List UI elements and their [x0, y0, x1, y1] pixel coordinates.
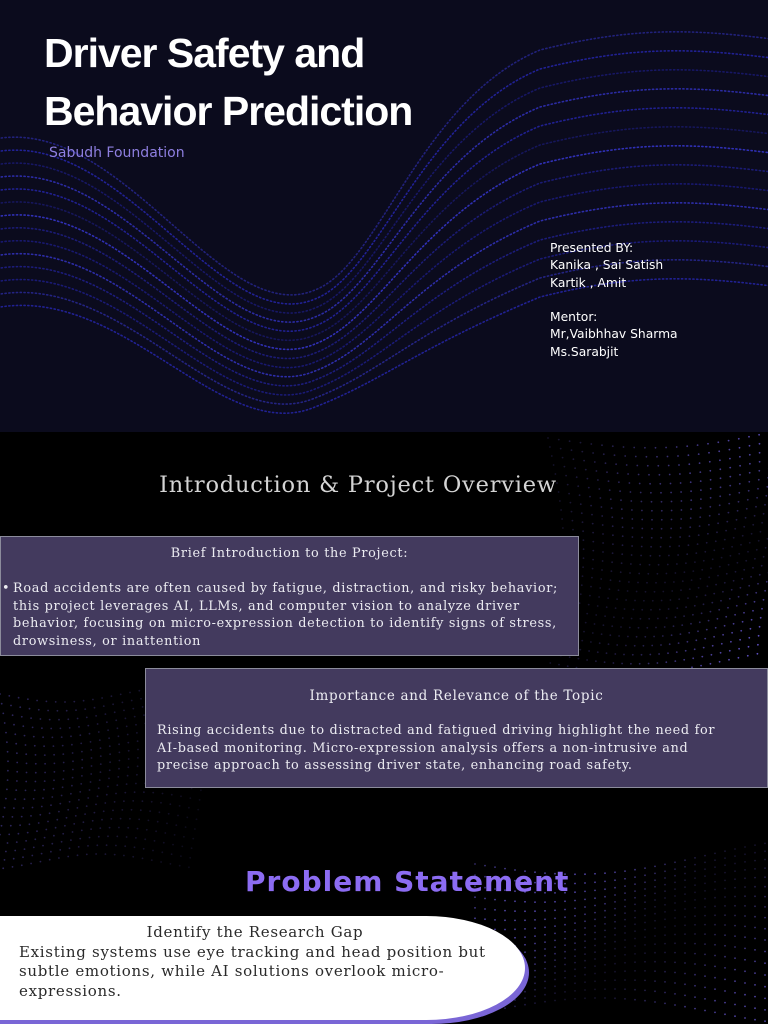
title-line: Behavior Prediction — [44, 88, 413, 134]
dot-pattern-top-right — [547, 432, 768, 674]
brief-introduction-text — [13, 580, 558, 650]
brief-introduction-heading: Brief Introduction to the Project: — [170, 546, 409, 561]
importance-box — [145, 668, 768, 788]
importance-heading: Importance and Relevance of the Topic — [309, 688, 604, 704]
research-gap-panel — [0, 916, 525, 1020]
text-line: Existing systems use eye tracking and head position but — [19, 943, 486, 961]
text-line: expressions. — [19, 981, 122, 1000]
text-line: Road accidents are often caused by fatigue, distraction, and risky behavior; — [13, 581, 559, 596]
mentor-name: Mr,Vaibhhav Sharma — [550, 327, 678, 342]
mentor-name: Ms.Sarabjit — [550, 344, 619, 359]
text-line: precise approach to assessing driver state, enhancing road safety. — [157, 758, 633, 774]
presented-by-label: Presented BY: — [550, 241, 634, 255]
credits-spacer — [550, 292, 678, 309]
intro-slide-heading: Introduction & Project Overview — [159, 472, 557, 498]
mentor-label: Mentor: — [550, 310, 598, 325]
problem-statement-heading: Problem Statement — [245, 865, 570, 898]
presenter-names: Kartik , Amit — [550, 275, 627, 290]
title-slide — [0, 0, 768, 432]
organization-name: Sabudh Foundation — [49, 145, 185, 161]
text-line: behavior, focusing on micro-expression detection to identify signs of stress, — [13, 616, 557, 632]
text-line: this project leverages AI, LLMs, and computer vision to analyze driver — [13, 598, 520, 614]
text-line: subtle emotions, while AI solutions overlook micro- — [19, 962, 445, 981]
credits-block — [550, 240, 678, 361]
bullet-marker: • — [2, 581, 11, 596]
title-line: Driver Safety and — [44, 30, 365, 76]
text-line: Rising accidents due to distracted and fatigued driving highlight the need for — [157, 723, 716, 738]
research-gap-heading: Identify the Research Gap — [146, 923, 364, 941]
importance-text — [157, 722, 715, 775]
text-line: drowsiness, or inattention — [13, 633, 202, 649]
text-line: AI-based monitoring. Micro-expression analysis offers a non-intrusive and — [157, 740, 689, 756]
brief-introduction-box — [0, 536, 579, 656]
research-gap-text — [19, 943, 486, 1001]
presentation-title — [44, 24, 412, 140]
presenter-names: Kanika , Sai Satish — [550, 258, 664, 273]
